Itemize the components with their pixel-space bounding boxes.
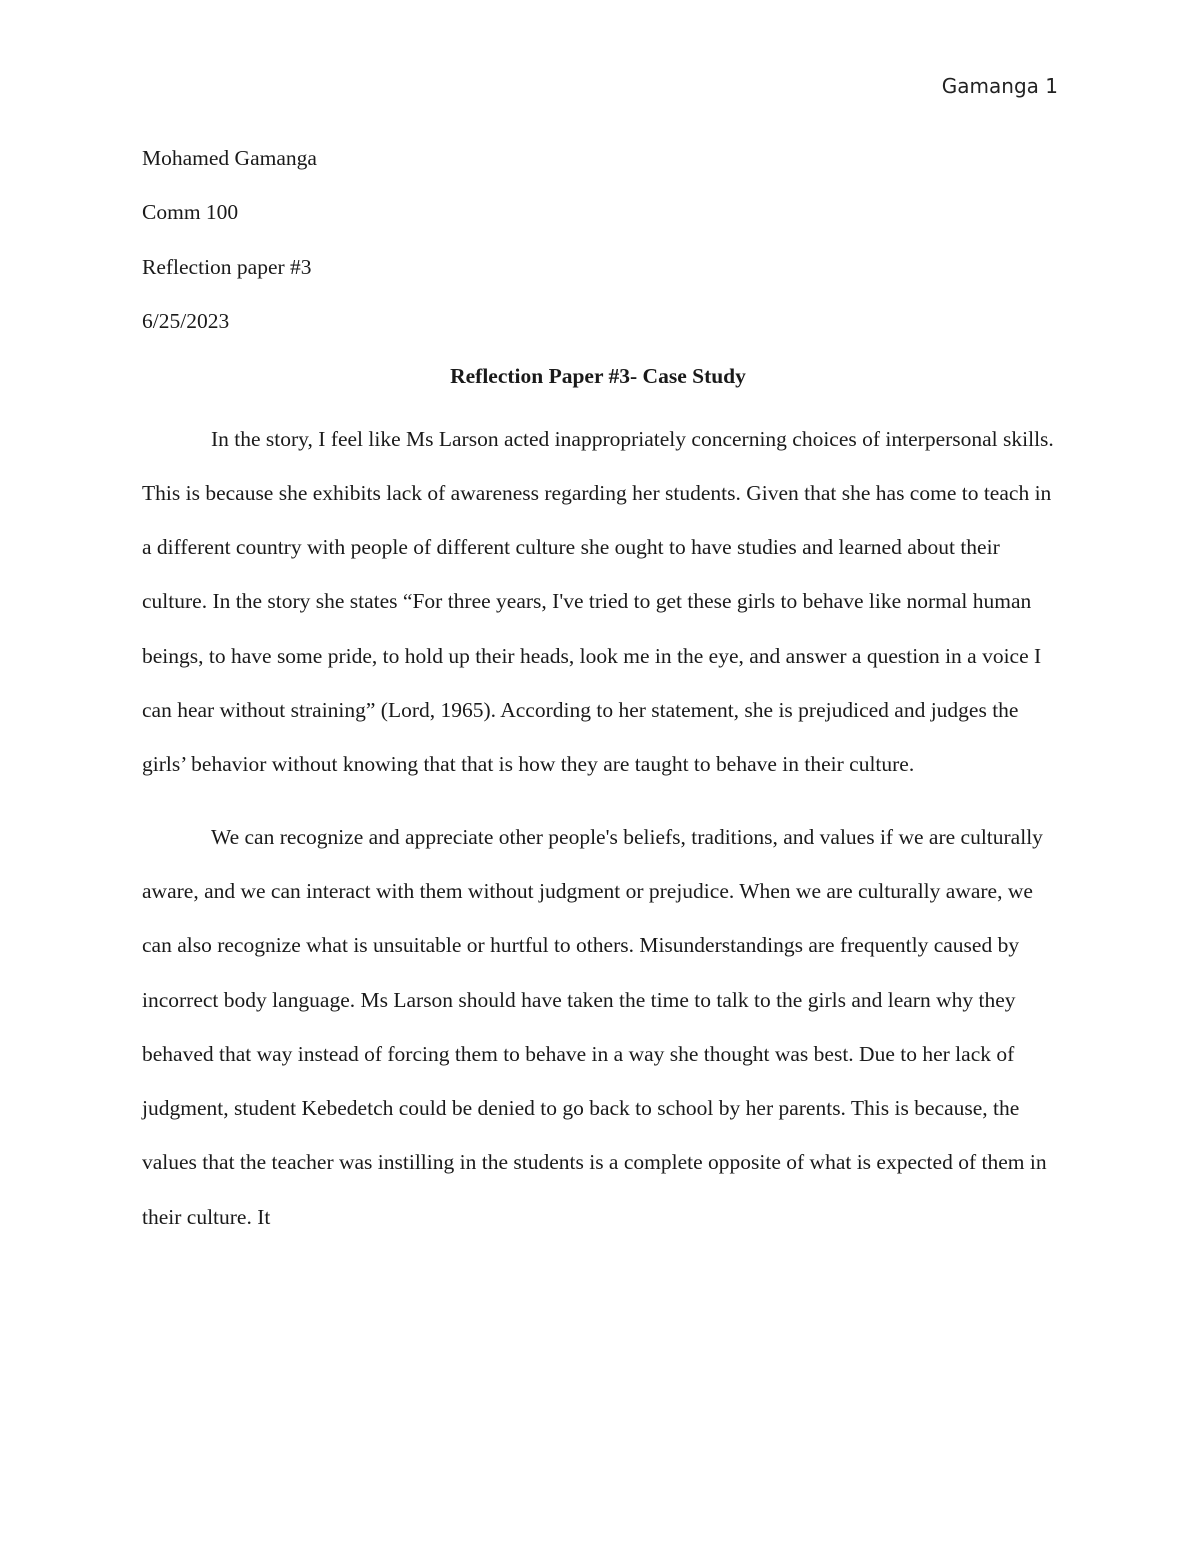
course-name: Comm 100 — [142, 200, 239, 225]
body-paragraph-1: In the story, I feel like Ms Larson acted inappropriately concerning choices of interpersonal skills. This is because she exhibits lack of awareness regarding her students. Given that she has come to teach in a different country with people of different culture she ought to have studies and learned about their culture. In the story she states “For three years, I've tried to get these girls to behave like normal human beings, to have some pride, to hold up their heads, look me in the eye, and answer a question in a voice I can hear without straining” (Lord, 1965). According to her statement, she is prejudiced and judges the girls’ behavior without knowing that that is how they are taught to behave in their culture. — [142, 426, 1054, 777]
document-body — [142, 140, 1054, 1244]
heading-block — [142, 140, 1054, 339]
assignment-name: Reflection paper #3 — [142, 254, 312, 279]
running-head: Gamanga 1 — [941, 74, 1058, 98]
paper-title: Reflection Paper #3- Case Study — [450, 363, 746, 388]
body-paragraph-2: We can recognize and appreciate other people's beliefs, traditions, and values if we are culturally aware, and we can interact with them without judgment or prejudice. When we are culturally aware, we can also recognize what is unsuitable or hurtful to others. Misunderstandings are frequently caused by incorrect body language. Ms Larson should have taken the time to talk to the girls and learn why they behaved that way instead of forcing them to behave in a way she thought was best. Due to her lack of judgment, student Kebedetch could be denied to go back to school by her parents. This is because, the values that the teacher was instilling in the students is a complete opposite of what is expected of them in their culture. It — [142, 824, 1047, 1229]
author-name: Mohamed Gamanga — [142, 146, 317, 170]
submission-date: 6/25/2023 — [142, 309, 230, 334]
